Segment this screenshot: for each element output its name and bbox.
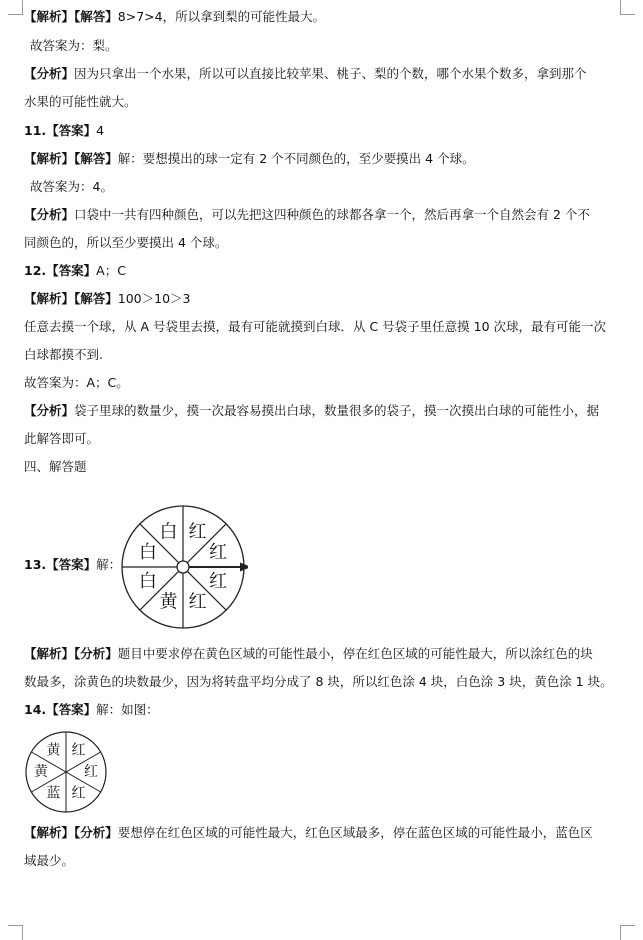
sector-label: 红 bbox=[84, 764, 98, 780]
sector-label: 黄 bbox=[34, 764, 48, 780]
answer-12-conclusion: 故答案为：A；C。 bbox=[24, 375, 129, 390]
text: 口袋中一共有四种颜色，可以先把这四种颜色的球都各拿一个，然后再拿一个自然会有 2 个不 bbox=[74, 207, 590, 222]
label: 【解析】【分析】 bbox=[24, 825, 118, 840]
answer-11-conclusion: 故答案为：4。 bbox=[30, 179, 113, 194]
sector-label: 红 bbox=[188, 521, 207, 543]
answer-12-heading bbox=[24, 263, 624, 279]
text: 因为只拿出一个水果，所以可以直接比较苹果、桃子、梨的个数，哪个水果个数多，拿到那个 bbox=[74, 66, 587, 81]
sector-label: 白 bbox=[159, 521, 178, 543]
answer-11-heading bbox=[24, 123, 624, 139]
sector-label: 红 bbox=[209, 571, 228, 592]
answer-14-analysis-cont: 域最少。 bbox=[24, 853, 75, 868]
spinner-8-sectors bbox=[118, 502, 248, 632]
answer-10-conclusion: 故答案为：梨。 bbox=[30, 38, 118, 53]
answer-11-analysis bbox=[24, 151, 624, 167]
answer-14-analysis bbox=[24, 825, 624, 841]
label: 【解析】【解答】 bbox=[24, 9, 118, 24]
answer-12-reasoning-cont: 此解答即可。 bbox=[24, 431, 100, 446]
sector-label: 红 bbox=[188, 591, 207, 613]
sector-label: 黄 bbox=[159, 591, 178, 613]
label: 11.【答案】 bbox=[24, 123, 97, 138]
answer-11-reasoning bbox=[24, 207, 624, 223]
answer-11-reasoning-cont: 同颜色的，所以至少要摸出 4 个球。 bbox=[24, 235, 228, 250]
label: 【分析】 bbox=[24, 207, 75, 222]
crop-mark-bottom-left bbox=[8, 925, 23, 940]
answer-12-analysis bbox=[24, 291, 624, 307]
sector-label: 白 bbox=[138, 571, 157, 592]
text: 解：如图： bbox=[96, 702, 159, 717]
answer-14-heading bbox=[24, 702, 624, 718]
sector-label: 白 bbox=[138, 542, 157, 563]
text: 袋子里球的数量少，摸一次最容易摸出白球，数量很多的袋子，摸一次摸出白球的可能性小，据 bbox=[74, 403, 600, 418]
label: 13.【答案】 bbox=[24, 557, 97, 572]
spinner-hub bbox=[177, 561, 189, 573]
label: 【分析】 bbox=[24, 403, 75, 418]
answer-13-analysis-cont: 数最多，涂黄色的块数最少，因为将转盘平均分成了 8 块，所以红色涂 4 块，白色涂 3 块，黄色涂 1 块。 bbox=[24, 674, 613, 689]
answer-13-heading bbox=[24, 557, 624, 573]
text: 4 bbox=[96, 123, 105, 138]
spinner-6-sectors bbox=[24, 730, 108, 814]
sector-label: 黄 bbox=[46, 742, 61, 759]
label: 【解析】【解答】 bbox=[24, 151, 118, 166]
sector-label: 红 bbox=[209, 542, 228, 563]
label: 【分析】 bbox=[24, 66, 75, 81]
text: 解： bbox=[96, 557, 122, 572]
label: 12.【答案】 bbox=[24, 263, 97, 278]
answer-10-reasoning bbox=[24, 66, 624, 82]
text: 100＞10＞3 bbox=[117, 291, 191, 306]
sector-label: 红 bbox=[71, 742, 86, 759]
text: 要想停在红色区域的可能性最大，红色区域最多，停在蓝色区域的可能性最小，蓝色区 bbox=[117, 825, 593, 840]
answer-12-reasoning bbox=[24, 403, 624, 419]
answer-12-explanation-cont: 白球都摸不到. bbox=[24, 347, 103, 362]
label: 14.【答案】 bbox=[24, 702, 97, 717]
answer-13-analysis bbox=[24, 646, 624, 662]
answer-12-explanation: 任意去摸一个球，从 A 号袋里去摸，最有可能就摸到白球．从 C 号袋子里任意摸 10 次球，最有可能一次 bbox=[24, 319, 607, 334]
sector-label: 红 bbox=[71, 785, 86, 802]
text: 8>7>4，所以拿到梨的可能性最大。 bbox=[117, 9, 326, 24]
answer-10-analysis bbox=[24, 9, 624, 25]
label: 【解析】【解答】 bbox=[24, 291, 118, 306]
text: 题目中要求停在黄色区域的可能性最小，停在红色区域的可能性最大，所以涂红色的块 bbox=[117, 646, 593, 661]
label: 【解析】【分析】 bbox=[24, 646, 118, 661]
answer-10-reasoning-cont: 水果的可能性就大。 bbox=[24, 94, 137, 109]
text: 解：要想摸出的球一定有 2 个不同颜色的，至少要摸出 4 个球。 bbox=[117, 151, 475, 166]
crop-mark-top-left bbox=[8, 0, 23, 15]
section-heading: 四、解答题 bbox=[24, 459, 87, 474]
text: A；C bbox=[96, 263, 126, 278]
sector-label: 蓝 bbox=[46, 785, 61, 802]
crop-mark-bottom-right bbox=[620, 925, 635, 940]
